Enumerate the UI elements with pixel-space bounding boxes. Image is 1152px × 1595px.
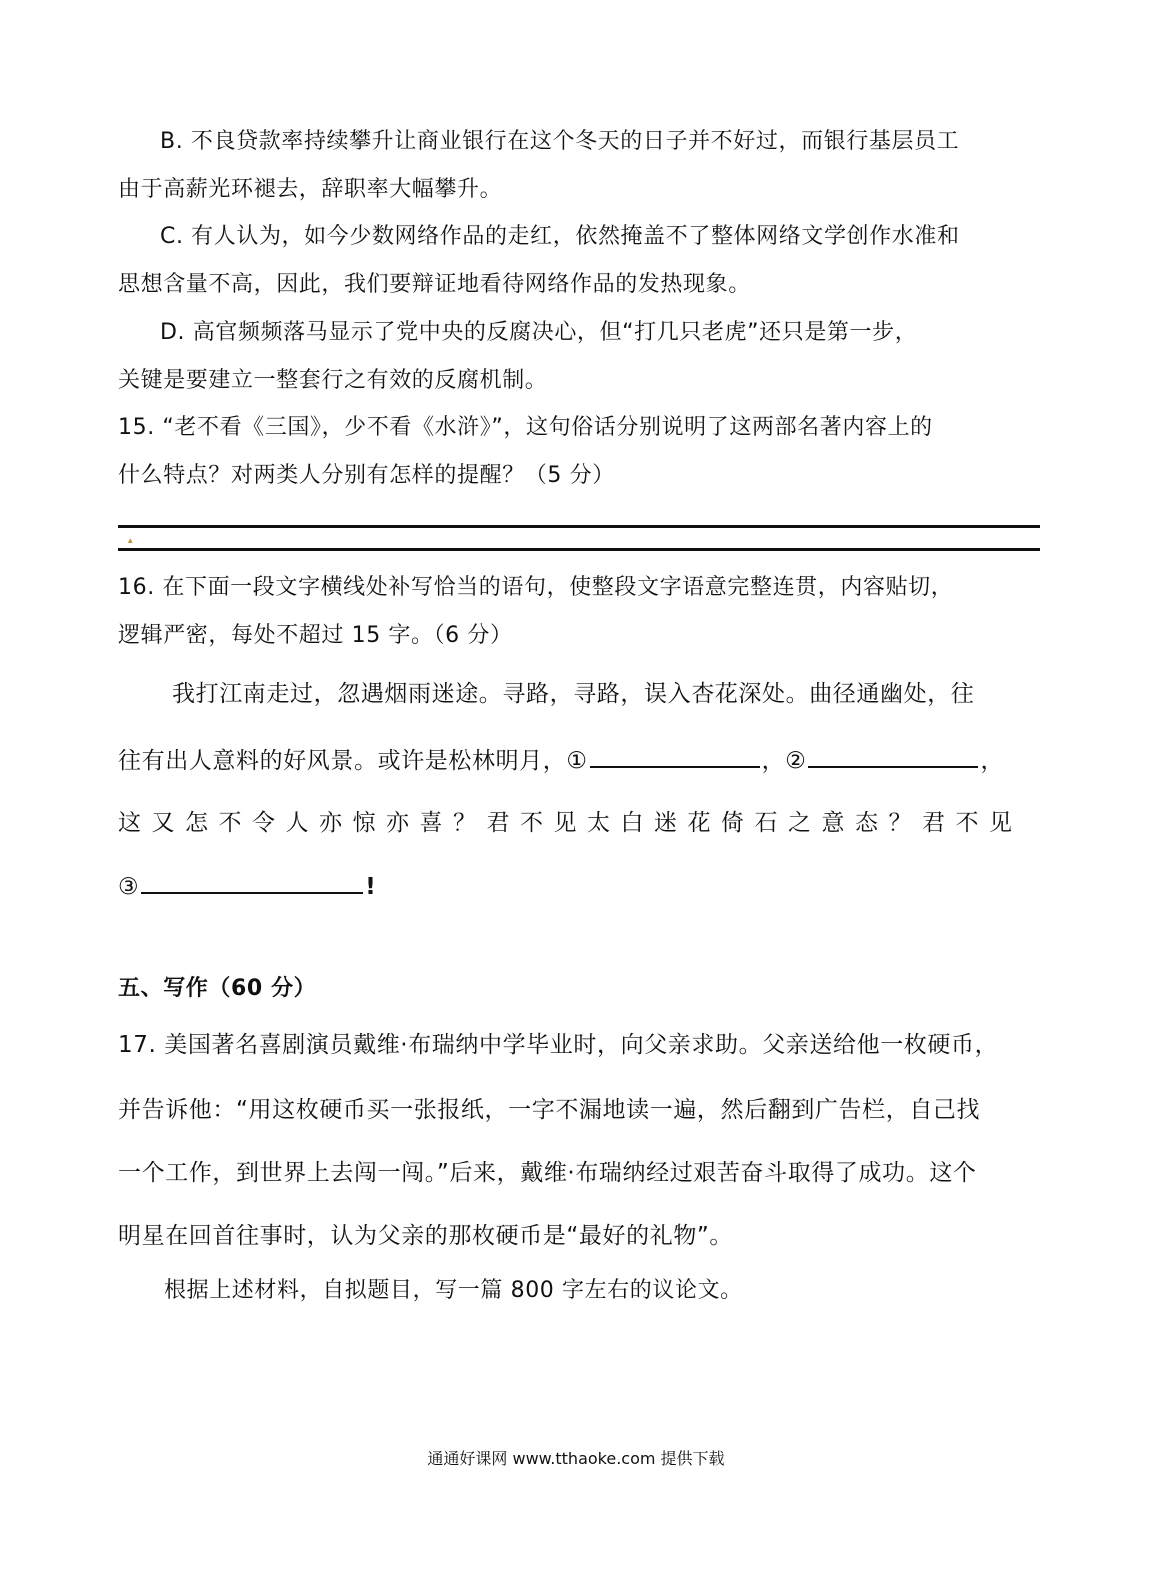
- q14-option-c-line2: 思想含量不高，因此，我们要辩证地看待网络作品的发热现象。: [118, 272, 751, 297]
- passage-text-circle3: ③: [118, 874, 140, 900]
- q14-option-b-line1: B. 不良贷款率持续攀升让商业银行在这个冬天的日子并不好过，而银行基层员工: [160, 129, 960, 154]
- q15-question-line2: 什么特点？对两类人分别有怎样的提醒？（5 分）: [118, 463, 615, 488]
- q17-line3: 一个工作，到世界上去闯一闯。”后来，戴维·布瑞纳经过艰苦奋斗取得了成功。这个: [118, 1160, 977, 1186]
- q15-question-line1: 15. “老不看《三国》，少不看《水浒》”，这句俗话分别说明了这两部名著内容上的: [118, 415, 933, 440]
- q16-question-line2: 逻辑严密，每处不超过 15 字。（6 分）: [118, 623, 513, 648]
- q14-option-d-line1: D. 高官频频落马显示了党中央的反腐决心，但“打几只老虎”还只是第一步，: [160, 320, 918, 345]
- passage-text-exclaim: !: [365, 874, 377, 900]
- passage-text-b: ，②: [761, 748, 807, 774]
- q17-instruction: 根据上述材料，自拟题目，写一篇 800 字左右的议论文。: [164, 1278, 743, 1303]
- q16-passage-line2: [118, 744, 1038, 776]
- footer-credit: 通通好课网 www.tthaoke.com 提供下载: [427, 1449, 725, 1468]
- q16-question-line1: 16. 在下面一段文字横线处补写恰当的语句，使整段文字语意完整连贯，内容贴切，: [118, 575, 954, 600]
- q17-line2: 并告诉他：“用这枚硬币买一张报纸，一字不漏地读一遍，然后翻到广告栏，自己找: [118, 1097, 981, 1123]
- answer-line-bottom: [118, 548, 1040, 551]
- section-5-heading: 五、写作（60 分）: [118, 976, 317, 1001]
- q16-passage-line4: [118, 870, 1038, 902]
- stray-mark: ▴: [128, 536, 133, 546]
- q16-passage-line3: 这又怎不令人亦惊亦喜？君不见太白迷花倚石之意态？君不见: [118, 810, 1023, 836]
- answer-line-top: [118, 525, 1040, 528]
- q17-line1: 17. 美国著名喜剧演员戴维·布瑞纳中学毕业时，向父亲求助。父亲送给他一枚硬币，: [118, 1032, 999, 1058]
- q14-option-d-line2: 关键是要建立一整套行之有效的反腐机制。: [118, 368, 548, 393]
- q14-option-b-line2: 由于高薪光环褪去，辞职率大幅攀升。: [118, 177, 503, 202]
- blank-3[interactable]: [141, 870, 363, 894]
- passage-text-c: ，: [980, 748, 1005, 774]
- blank-2[interactable]: [808, 744, 978, 768]
- passage-text-a: 往有出人意料的好风景。或许是松林明月，①: [118, 748, 588, 774]
- q16-passage-line1: 我打江南走过，忽遇烟雨迷途。寻路，寻路，误入杏花深处。曲径通幽处，往: [172, 681, 975, 707]
- q14-option-c-line1: C. 有人认为，如今少数网络作品的走红，依然掩盖不了整体网络文学创作水准和: [160, 224, 960, 249]
- blank-1[interactable]: [590, 744, 760, 768]
- q17-line4: 明星在回首往事时，认为父亲的那枚硬币是“最好的礼物”。: [118, 1223, 734, 1249]
